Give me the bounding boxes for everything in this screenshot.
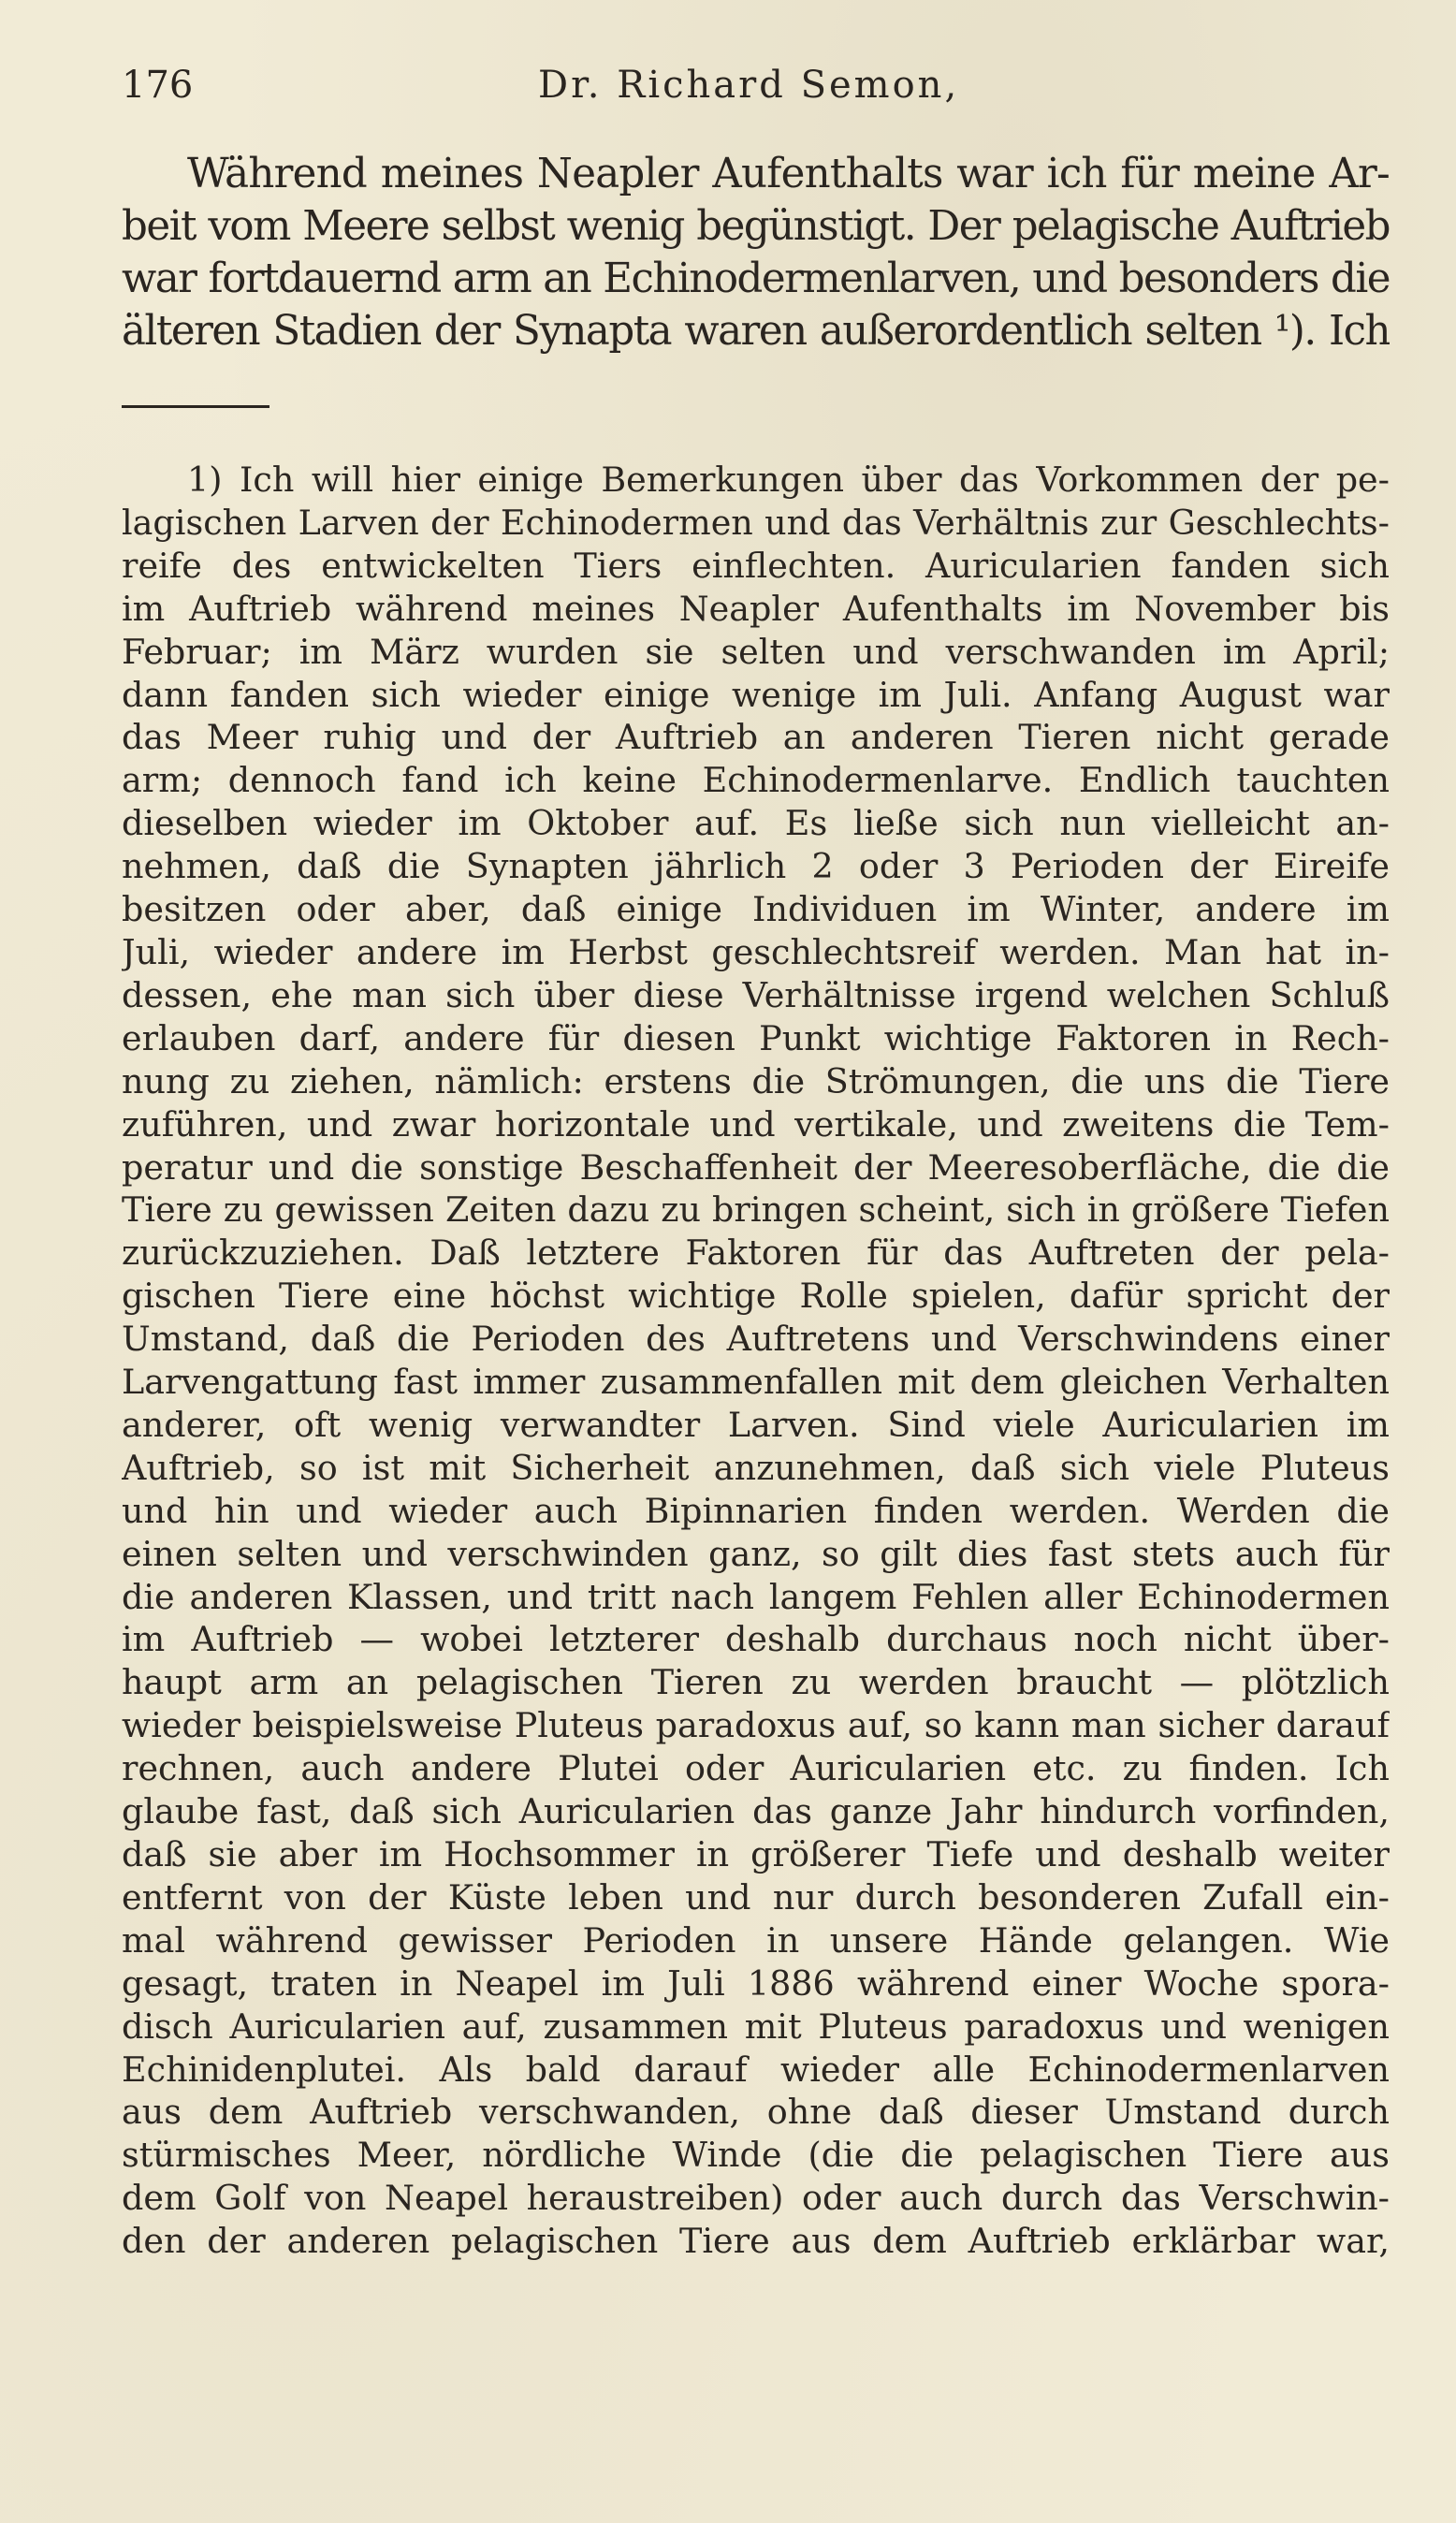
- footnote-line: dieselben wieder im Oktober auf. Es ließe sich nun vielleicht an-: [122, 803, 1390, 844]
- footnote-line: wieder beispielsweise Pluteus paradoxus auf, so kann man sicher darauf: [122, 1705, 1390, 1746]
- footnote-line: 1) Ich will hier einige Bemerkungen über das Vorkommen der pe-: [187, 459, 1390, 500]
- footnote-line: dann fanden sich wieder einige wenige im Juli. Anfang August war: [122, 674, 1390, 715]
- footnote-line: daß sie aber im Hochsommer in größerer Tiefe und deshalb weiter: [122, 1834, 1390, 1874]
- footnote-line: Auftrieb, so ist mit Sicherheit anzunehmen, daß sich viele Pluteus: [122, 1447, 1390, 1488]
- footnote-line: im Auftrieb — wobei letzterer deshalb durchaus noch nicht über-: [122, 1619, 1390, 1660]
- main-text-block: [122, 148, 1390, 357]
- show-through-text: [140, 348, 1394, 414]
- footnote-line: Larvengattung fast immer zusammenfallen mit dem gleichen Verhalten: [122, 1362, 1390, 1403]
- footnote-line: besitzen oder aber, daß einige Individuen im Winter, andere im: [122, 889, 1390, 930]
- main-text-line: älteren Stadien der Synapta waren außerordentlich selten ¹). Ich: [122, 308, 1390, 355]
- footnote-line: dem Golf von Neapel heraustreiben) oder auch durch das Verschwin-: [122, 2178, 1390, 2219]
- footnote-line: aus dem Auftrieb verschwanden, ohne daß dieser Umstand durch: [122, 2092, 1390, 2133]
- footnote-line: und hin und wieder auch Bipinnarien finden werden. Werden die: [122, 1490, 1390, 1531]
- footnote-line: nung zu ziehen, nämlich: erstens die Strömungen, die uns die Tiere: [122, 1060, 1390, 1101]
- page-header: [122, 62, 1385, 109]
- footnote-line: glaube fast, daß sich Auricularien das ganze Jahr hindurch vorfinden,: [122, 1791, 1390, 1832]
- footnote-line: erlauben darf, andere für diesen Punkt wichtige Faktoren in Rech-: [122, 1017, 1390, 1058]
- page-number: 176: [122, 64, 194, 107]
- footnote-line: zurückzuziehen. Daß letztere Faktoren für das Auftreten der pela-: [122, 1232, 1390, 1274]
- footnote-line: nehmen, daß die Synapten jährlich 2 oder 3 Perioden der Eireife: [122, 846, 1390, 887]
- footnote-line: haupt arm an pelagischen Tieren zu werden braucht — plötzlich: [122, 1662, 1390, 1703]
- footnote-line: anderer, oft wenig verwandter Larven. Sind viele Auricularien im: [122, 1404, 1390, 1445]
- footnote-line: Umstand, daß die Perioden des Auftretens und Verschwindens einer: [122, 1319, 1390, 1360]
- footnote-line: disch Auricularien auf, zusammen mit Pluteus paradoxus und wenigen: [122, 2005, 1390, 2047]
- footnote-line: die anderen Klassen, und tritt nach langem Fehlen aller Echinodermen: [122, 1576, 1390, 1617]
- footnote-line: mal während gewisser Perioden in unsere Hände gelangen. Wie: [122, 1919, 1390, 1961]
- footnote-line: entfernt von der Küste leben und nur durch besonderen Zufall ein-: [122, 1876, 1390, 1918]
- footnote-line: gesagt, traten in Neapel im Juli 1886 während einer Woche spora-: [122, 1962, 1390, 2004]
- footnote-block: [122, 459, 1390, 2263]
- footnote-line: gischen Tiere eine höchst wichtige Rolle spielen, dafür spricht der: [122, 1276, 1390, 1317]
- footnote-line: stürmisches Meer, nördliche Winde (die die pelagischen Tiere aus: [122, 2135, 1390, 2176]
- main-text-line: beit vom Meere selbst wenig begünstigt. Der pelagische Auftrieb: [122, 203, 1390, 250]
- footnote-line: peratur und die sonstige Beschaffenheit der Meeresoberfläche, die die: [122, 1146, 1390, 1188]
- footnote-line: Tiere zu gewissen Zeiten dazu zu bringen scheint, sich in größere Tiefen: [122, 1189, 1390, 1231]
- main-text-line: Während meines Neapler Aufenthalts war ich für meine Ar-: [187, 151, 1390, 197]
- footnote-line: dessen, ehe man sich über diese Verhältnisse irgend welchen Schluß: [122, 974, 1390, 1015]
- running-title: Dr. Richard Semon,: [538, 64, 960, 107]
- footnote-rule: [122, 405, 269, 408]
- footnote-line: zuführen, und zwar horizontale und vertikale, und zweitens die Tem-: [122, 1103, 1390, 1145]
- footnote-line: Echinidenplutei. Als bald darauf wieder alle Echinodermenlarven: [122, 2049, 1390, 2090]
- footnote-line: einen selten und verschwinden ganz, so gilt dies fast stets auch für: [122, 1533, 1390, 1574]
- footnote-line: im Auftrieb während meines Neapler Aufenthalts im November bis: [122, 588, 1390, 629]
- footnote-line: arm; dennoch fand ich keine Echinodermenlarve. Endlich tauchten: [122, 760, 1390, 801]
- footnote-line: rechnen, auch andere Plutei oder Auricularien etc. zu finden. Ich: [122, 1748, 1390, 1789]
- footnote-line: das Meer ruhig und der Auftrieb an anderen Tieren nicht gerade: [122, 717, 1390, 758]
- footnote-line: reife des entwickelten Tiers einflechten. Auricularien fanden sich: [122, 545, 1390, 586]
- main-text-line: war fortdauernd arm an Echinodermenlarven, und besonders die: [122, 255, 1390, 302]
- footnote-line: den der anderen pelagischen Tiere aus dem Auftrieb erklärbar war,: [122, 2221, 1390, 2262]
- footnote-line: Februar; im März wurden sie selten und verschwanden im April;: [122, 631, 1390, 672]
- footnote-line: Juli, wieder andere im Herbst geschlechtsreif werden. Man hat in-: [122, 931, 1390, 972]
- footnote-line: lagischen Larven der Echinodermen und das Verhältnis zur Geschlechts-: [122, 502, 1390, 543]
